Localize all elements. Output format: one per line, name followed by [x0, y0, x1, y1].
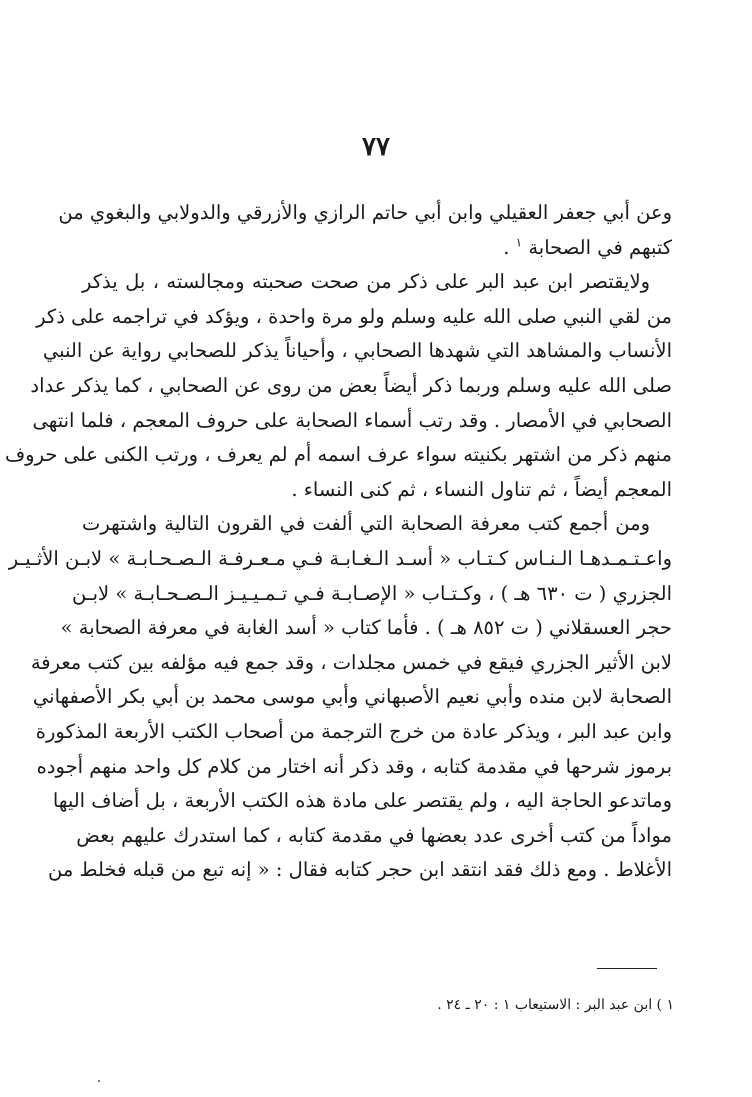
text-line-9: المعجم أيضاً ، ثم تناول النساء ، ثم كنى النساء . [291, 477, 672, 501]
text-line-1: وعن أبي جعفر العقيلي وابن أبي حاتم الرازي والأزرقي والدولابي والبغوي من [58, 201, 672, 224]
text-line-2-end: . [503, 235, 516, 259]
text-line-17: برموز شرحها في مقدمة كتابه ، وقد ذكر أنه اختار من كلام كل واحد منهم أجوده [36, 754, 672, 778]
footnote: ١ ) ابن عبد البر : الاستيعاب ١ : ٢٠ ـ ٢٤ . [437, 997, 674, 1013]
text-line-13: حجر العسقلاني ( ت ٨٥٢ هـ ) . فأما كتاب « أسد الغابة في معرفة الصحابة » [60, 616, 672, 640]
text-line-12: الجزري ( ت ٦٣٠ هـ ) ، وكـتـاب « الإصـابـة فـي تـمـيـيـز الـصـحـابـة » لابـن [72, 581, 672, 605]
text-line-7: الصحابي في الأمصار . وقد رتب أسماء الصحابة على حروف المعجم ، فلما انتهى [32, 408, 672, 432]
text-line-2 [82, 231, 672, 266]
footnote-divider [597, 968, 657, 969]
text-line-6: صلى الله عليه وسلم وربما ذكر أيضاً بعض من روى عن الصحابي ، كما يذكر عداد [30, 373, 672, 397]
text-line-5: الأنساب والمشاهد التي شهدها الصحابي ، وأحياناً يذكر للصحابي رواية عن النبي [42, 339, 672, 363]
text-line-3: ولايقتصر ابن عبد البر على ذكر من صحت صحبته ومجالسته ، بل يذكر [82, 270, 650, 294]
text-line-15: الصحابة لابن منده وأبي نعيم الأصبهاني وأبي موسى محمد بن أبي بكر الأصفهاني [32, 685, 672, 709]
text-line-4: من لقي النبي صلى الله عليه وسلم ولو مرة واحدة ، ويؤكد في تراجمه على ذكر [36, 304, 672, 328]
footnote-reference: ١ [515, 235, 523, 250]
text-line-18: وماتدعو الحاجة اليه ، ولم يقتصر على مادة هذه الكتب الأربعة ، بل أضاف اليها [52, 789, 672, 813]
page-number: ٧٧ [362, 132, 390, 162]
text-line-19: مواداً من كتب أخرى عدد بعضها في مقدمة كتابه ، كما استدرك عليهم بعض [76, 823, 672, 847]
scan-speck [98, 1080, 100, 1082]
main-text-block [4, 196, 672, 888]
text-line-16: وابن عبد البر ، ويذكر عادة من خرج الترجمة من أصحاب الكتب الأربعة المذكورة [35, 719, 672, 743]
text-line-11: واعـتـمـدهـا الـنـاس كـتـاب « أسـد الـغـابـة فـي مـعـرفـة الـصـحـابـة » لابـن الأثـيـر [8, 546, 672, 570]
text-line-8: منهم ذكر من اشتهر بكنيته سواء عرف اسمه أم لم يعرف ، ورتب الكنى على حروف [4, 443, 672, 467]
text-line-20: الأغلاط . ومع ذلك فقد انتقد ابن حجر كتابه فقال : « إنه تبع من قبله فخلط من [48, 858, 672, 882]
text-line-14: لابن الأثير الجزري فيقع في خمس مجلدات ، وقد جمع فيه مؤلفه بين كتب معرفة [30, 650, 672, 674]
text-line-10: ومن أجمع كتب معرفة الصحابة التي ألفت في القرون التالية واشتهرت [82, 512, 650, 536]
text-line-2-main: كتبهم في الصحابة [528, 235, 672, 259]
